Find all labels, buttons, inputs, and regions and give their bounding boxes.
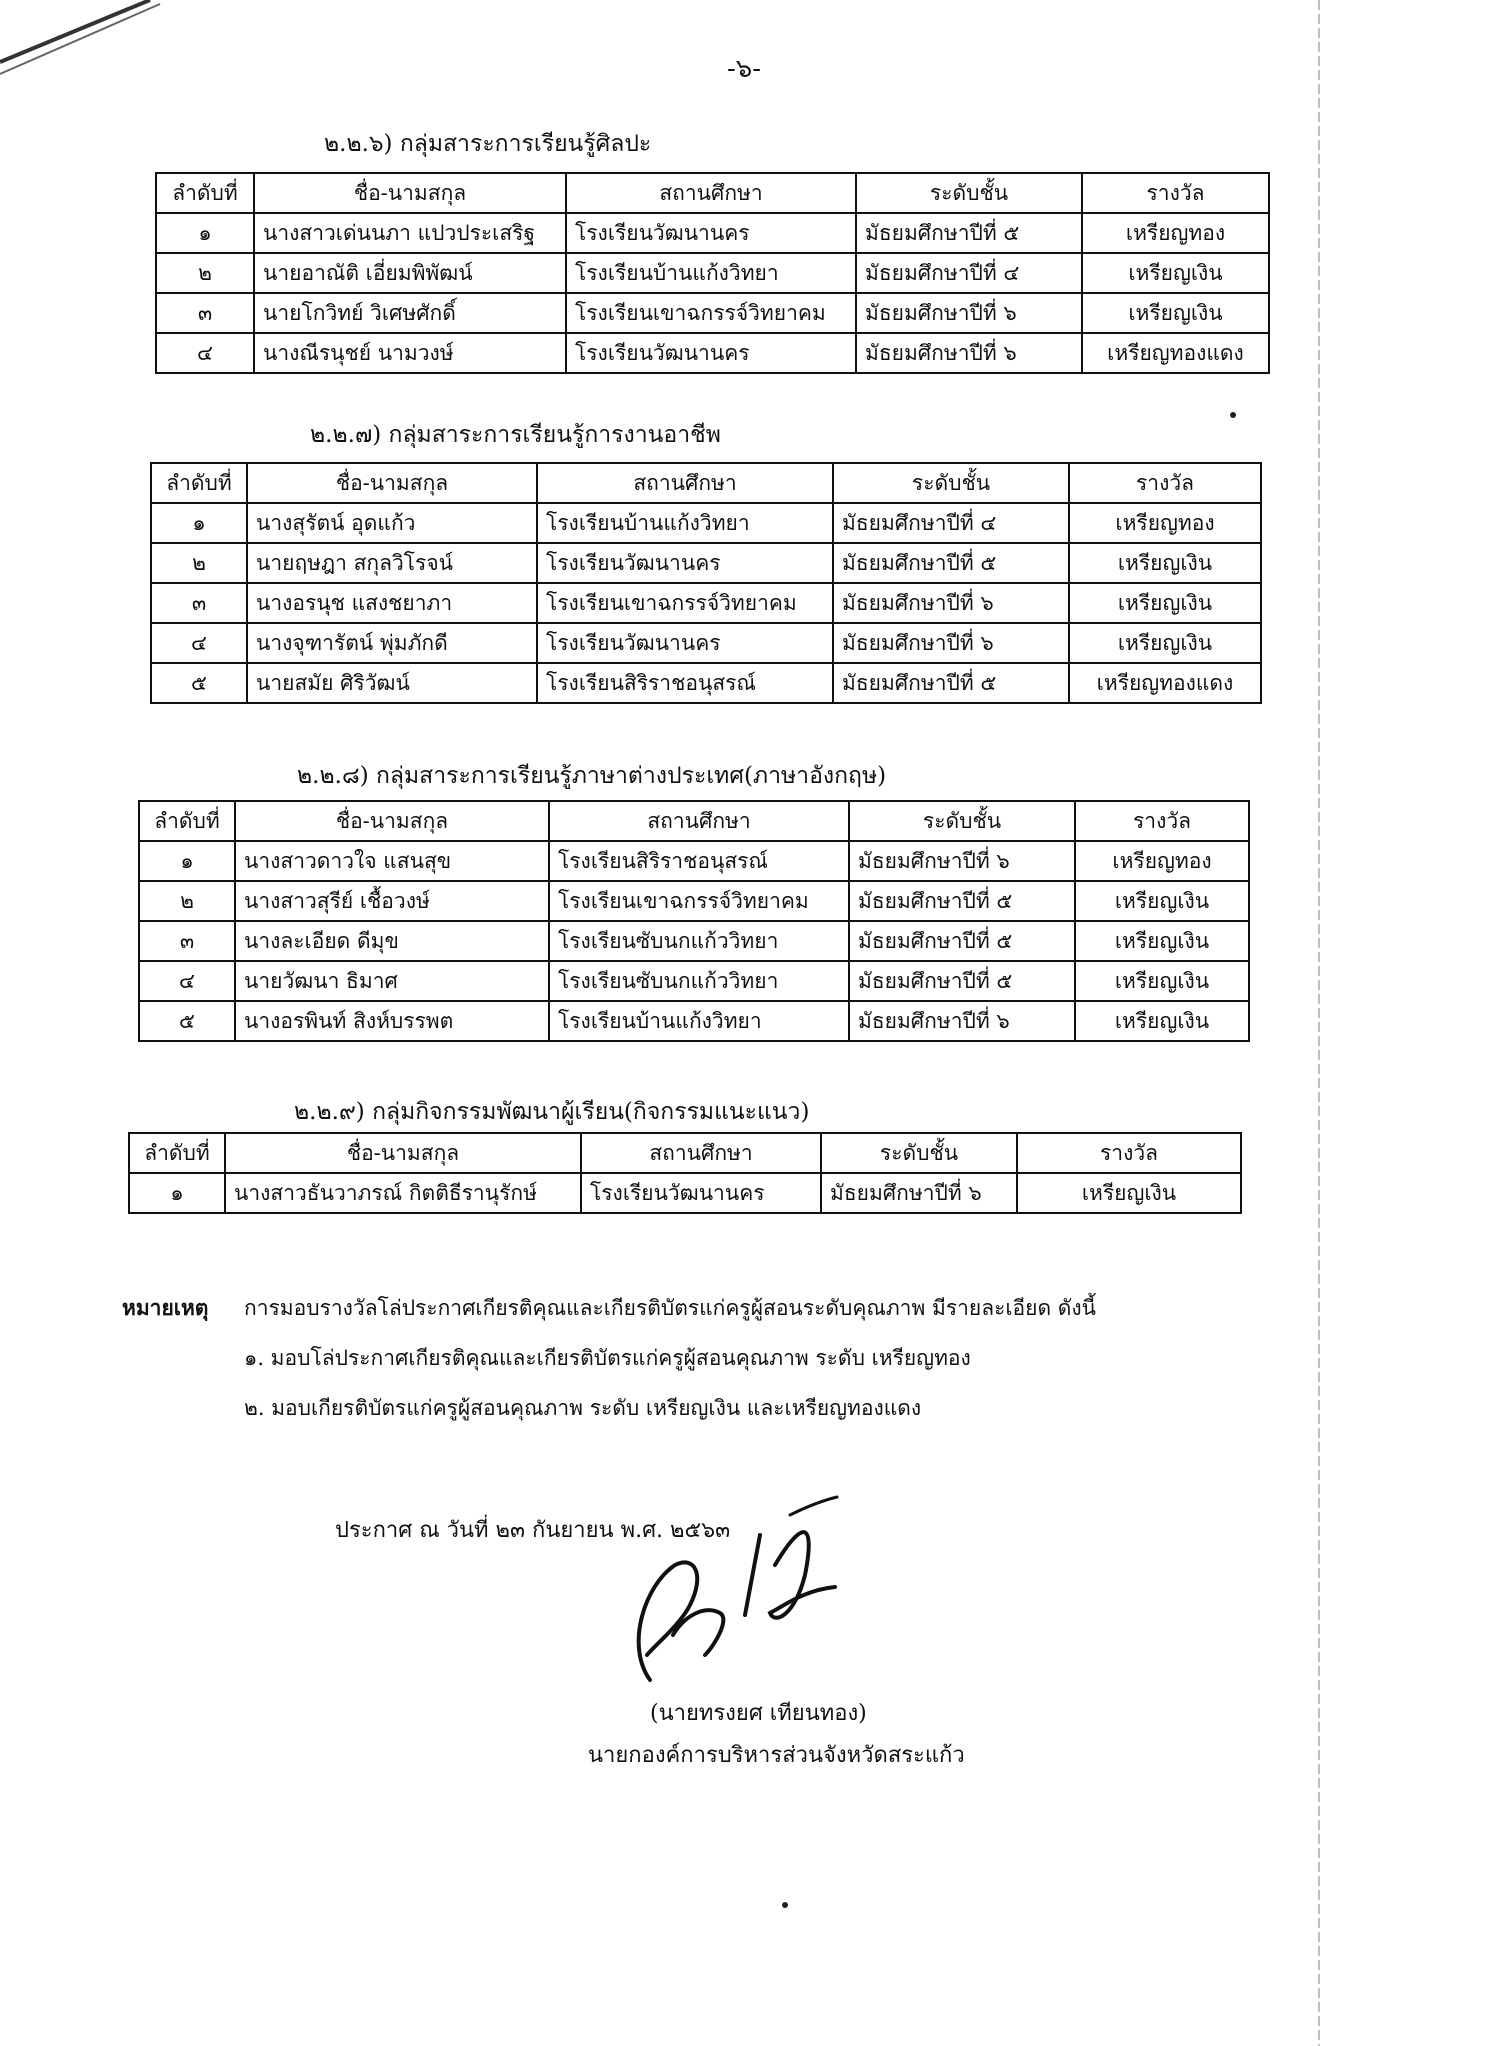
cell-name: นางสาวเด่นนภา แปวประเสริฐ <box>254 213 566 253</box>
cell-level: มัธยมศึกษาปีที่ ๖ <box>856 333 1082 373</box>
cell-school: โรงเรียนวัฒนานคร <box>581 1173 821 1213</box>
header-level: ระดับชั้น <box>849 801 1075 841</box>
table-header-row <box>156 173 1269 213</box>
table-row <box>156 253 1269 293</box>
table-row <box>151 543 1261 583</box>
section-title: ๒.๒.๖) กลุ่มสาระการเรียนรู้ศิลปะ <box>324 131 652 157</box>
table-header-row <box>139 801 1249 841</box>
cell-name: นางณีรนุชย์ นามวงษ์ <box>254 333 566 373</box>
header-level: ระดับชั้น <box>833 463 1069 503</box>
cell-name: นายอาณัติ เอี่ยมพิพัฒน์ <box>254 253 566 293</box>
header-school: สถานศึกษา <box>566 173 856 213</box>
cell-no: ๒ <box>156 253 254 293</box>
table-row <box>151 623 1261 663</box>
header-school: สถานศึกษา <box>537 463 833 503</box>
cell-award: เหรียญทองแดง <box>1082 333 1269 373</box>
cell-no: ๔ <box>156 333 254 373</box>
note-item: ๑. มอบโล่ประกาศเกียรติคุณและเกียรติบัตรแก่ครูผู้สอนคุณภาพ ระดับ เหรียญทอง <box>244 1346 971 1370</box>
cell-level: มัธยมศึกษาปีที่ ๕ <box>833 663 1069 703</box>
cell-award: เหรียญเงิน <box>1082 293 1269 333</box>
cell-no: ๓ <box>156 293 254 333</box>
cell-school: โรงเรียนสิริราชอนุสรณ์ <box>549 841 849 881</box>
header-level: ระดับชั้น <box>821 1133 1017 1173</box>
section-title: ๒.๒.๙) กลุ่มกิจกรรมพัฒนาผู้เรียน(กิจกรรมแนะแนว) <box>294 1099 810 1125</box>
cell-name: นายวัฒนา ธิมาศ <box>235 961 549 1001</box>
scan-speck <box>1230 412 1236 418</box>
header-name: ชื่อ-นามสกุล <box>247 463 537 503</box>
cell-school: โรงเรียนวัฒนานคร <box>566 213 856 253</box>
table-row <box>139 1001 1249 1041</box>
cell-award: เหรียญทอง <box>1082 213 1269 253</box>
cell-name: นางละเอียด ดีมุข <box>235 921 549 961</box>
header-award: รางวัล <box>1082 173 1269 213</box>
cell-no: ๒ <box>139 881 235 921</box>
cell-award: เหรียญทอง <box>1069 503 1261 543</box>
cell-award: เหรียญเงิน <box>1017 1173 1241 1213</box>
header-award: รางวัล <box>1075 801 1249 841</box>
cell-award: เหรียญเงิน <box>1069 543 1261 583</box>
note-label: หมายเหตุ <box>122 1295 209 1320</box>
header-award: รางวัล <box>1017 1133 1241 1173</box>
cell-name: นางอรนุช แสงชยาภา <box>247 583 537 623</box>
page-number: -๖- <box>726 54 762 84</box>
signatory-position: นายกองค์การบริหารส่วนจังหวัดสระแก้ว <box>588 1743 965 1768</box>
table-header-row <box>151 463 1261 503</box>
cell-level: มัธยมศึกษาปีที่ ๕ <box>833 543 1069 583</box>
header-no: ลำดับที่ <box>139 801 235 841</box>
cell-level: มัธยมศึกษาปีที่ ๖ <box>821 1173 1017 1213</box>
cell-school: โรงเรียนวัฒนานคร <box>537 623 833 663</box>
cell-school: โรงเรียนวัฒนานคร <box>537 543 833 583</box>
cell-level: มัธยมศึกษาปีที่ ๔ <box>856 253 1082 293</box>
cell-name: นางจุฑารัตน์ พุ่มภักดี <box>247 623 537 663</box>
cell-school: โรงเรียนซับนกแก้ววิทยา <box>549 921 849 961</box>
table-row <box>156 333 1269 373</box>
cell-school: โรงเรียนบ้านแก้งวิทยา <box>549 1001 849 1041</box>
cell-level: มัธยมศึกษาปีที่ ๖ <box>833 623 1069 663</box>
cell-award: เหรียญเงิน <box>1069 623 1261 663</box>
award-table <box>155 172 1270 374</box>
header-level: ระดับชั้น <box>856 173 1082 213</box>
announcement-date: ประกาศ ณ วันที่ ๒๓ กันยายน พ.ศ. ๒๕๖๓ <box>335 1518 731 1543</box>
cell-no: ๓ <box>151 583 247 623</box>
header-no: ลำดับที่ <box>151 463 247 503</box>
cell-no: ๑ <box>151 503 247 543</box>
cell-school: โรงเรียนวัฒนานคร <box>566 333 856 373</box>
cell-level: มัธยมศึกษาปีที่ ๕ <box>849 921 1075 961</box>
cell-no: ๑ <box>129 1173 225 1213</box>
header-name: ชื่อ-นามสกุล <box>235 801 549 841</box>
section-title: ๒.๒.๘) กลุ่มสาระการเรียนรู้ภาษาต่างประเทศ(ภาษาอังกฤษ) <box>297 763 887 789</box>
cell-school: โรงเรียนเขาฉกรรจ์วิทยาคม <box>537 583 833 623</box>
cell-level: มัธยมศึกษาปีที่ ๖ <box>856 293 1082 333</box>
cell-award: เหรียญทอง <box>1075 841 1249 881</box>
cell-award: เหรียญเงิน <box>1069 583 1261 623</box>
cell-school: โรงเรียนเขาฉกรรจ์วิทยาคม <box>566 293 856 333</box>
cell-no: ๕ <box>151 663 247 703</box>
note-text: การมอบรางวัลโล่ประกาศเกียรติคุณและเกียรติบัตรแก่ครูผู้สอนระดับคุณภาพ มีรายละเอียด ดังนี้ <box>244 1296 1097 1320</box>
scan-speck <box>782 1902 788 1908</box>
cell-name: นางสาวธันวาภรณ์ กิตติธีรานุรักษ์ <box>225 1173 581 1213</box>
table-row <box>156 293 1269 333</box>
header-name: ชื่อ-นามสกุล <box>225 1133 581 1173</box>
table-row <box>151 503 1261 543</box>
table-row <box>129 1173 1241 1213</box>
cell-award: เหรียญเงิน <box>1082 253 1269 293</box>
table-row <box>139 881 1249 921</box>
cell-level: มัธยมศึกษาปีที่ ๕ <box>856 213 1082 253</box>
table-row <box>156 213 1269 253</box>
header-no: ลำดับที่ <box>129 1133 225 1173</box>
cell-level: มัธยมศึกษาปีที่ ๖ <box>849 841 1075 881</box>
award-table <box>150 462 1262 704</box>
cell-level: มัธยมศึกษาปีที่ ๕ <box>849 881 1075 921</box>
note-item: ๒. มอบเกียรติบัตรแก่ครูผู้สอนคุณภาพ ระดับ เหรียญเงิน และเหรียญทองแดง <box>244 1396 922 1420</box>
cell-name: นายฤษฎา สกุลวิโรจน์ <box>247 543 537 583</box>
cell-name: นางสุรัตน์ อุดแก้ว <box>247 503 537 543</box>
cell-award: เหรียญเงิน <box>1075 1001 1249 1041</box>
cell-level: มัธยมศึกษาปีที่ ๖ <box>833 583 1069 623</box>
award-table <box>128 1132 1242 1214</box>
header-name: ชื่อ-นามสกุล <box>254 173 566 213</box>
cell-school: โรงเรียนเขาฉกรรจ์วิทยาคม <box>549 881 849 921</box>
cell-level: มัธยมศึกษาปีที่ ๔ <box>833 503 1069 543</box>
table-row <box>139 961 1249 1001</box>
table-header-row <box>129 1133 1241 1173</box>
cell-no: ๔ <box>139 961 235 1001</box>
table-row <box>139 921 1249 961</box>
cell-award: เหรียญเงิน <box>1075 961 1249 1001</box>
cell-award: เหรียญทองแดง <box>1069 663 1261 703</box>
cell-school: โรงเรียนบ้านแก้งวิทยา <box>537 503 833 543</box>
cell-name: นางสาวสุรีย์ เชื้อวงษ์ <box>235 881 549 921</box>
cell-no: ๔ <box>151 623 247 663</box>
cell-level: มัธยมศึกษาปีที่ ๕ <box>849 961 1075 1001</box>
cell-award: เหรียญเงิน <box>1075 881 1249 921</box>
header-school: สถานศึกษา <box>581 1133 821 1173</box>
award-table <box>138 800 1250 1042</box>
cell-name: นางอรพินท์ สิงห์บรรพต <box>235 1001 549 1041</box>
handwritten-signature <box>555 1495 915 1695</box>
signatory-name: (นายทรงยศ เทียนทอง) <box>650 1701 867 1726</box>
header-no: ลำดับที่ <box>156 173 254 213</box>
cell-school: โรงเรียนซับนกแก้ววิทยา <box>549 961 849 1001</box>
cell-no: ๒ <box>151 543 247 583</box>
cell-award: เหรียญเงิน <box>1075 921 1249 961</box>
header-award: รางวัล <box>1069 463 1261 503</box>
cell-name: นางสาวดาวใจ แสนสุข <box>235 841 549 881</box>
cell-no: ๓ <box>139 921 235 961</box>
cell-no: ๑ <box>156 213 254 253</box>
section-title: ๒.๒.๗) กลุ่มสาระการเรียนรู้การงานอาชีพ <box>310 422 721 448</box>
cell-name: นายโกวิทย์ วิเศษศักดิ์ <box>254 293 566 333</box>
table-row <box>151 663 1261 703</box>
scan-edge-line <box>1318 0 1320 2046</box>
cell-no: ๕ <box>139 1001 235 1041</box>
cell-school: โรงเรียนบ้านแก้งวิทยา <box>566 253 856 293</box>
cell-school: โรงเรียนสิริราชอนุสรณ์ <box>537 663 833 703</box>
header-school: สถานศึกษา <box>549 801 849 841</box>
table-row <box>139 841 1249 881</box>
cell-level: มัธยมศึกษาปีที่ ๖ <box>849 1001 1075 1041</box>
table-row <box>151 583 1261 623</box>
cell-name: นายสมัย ศิริวัฒน์ <box>247 663 537 703</box>
cell-no: ๑ <box>139 841 235 881</box>
